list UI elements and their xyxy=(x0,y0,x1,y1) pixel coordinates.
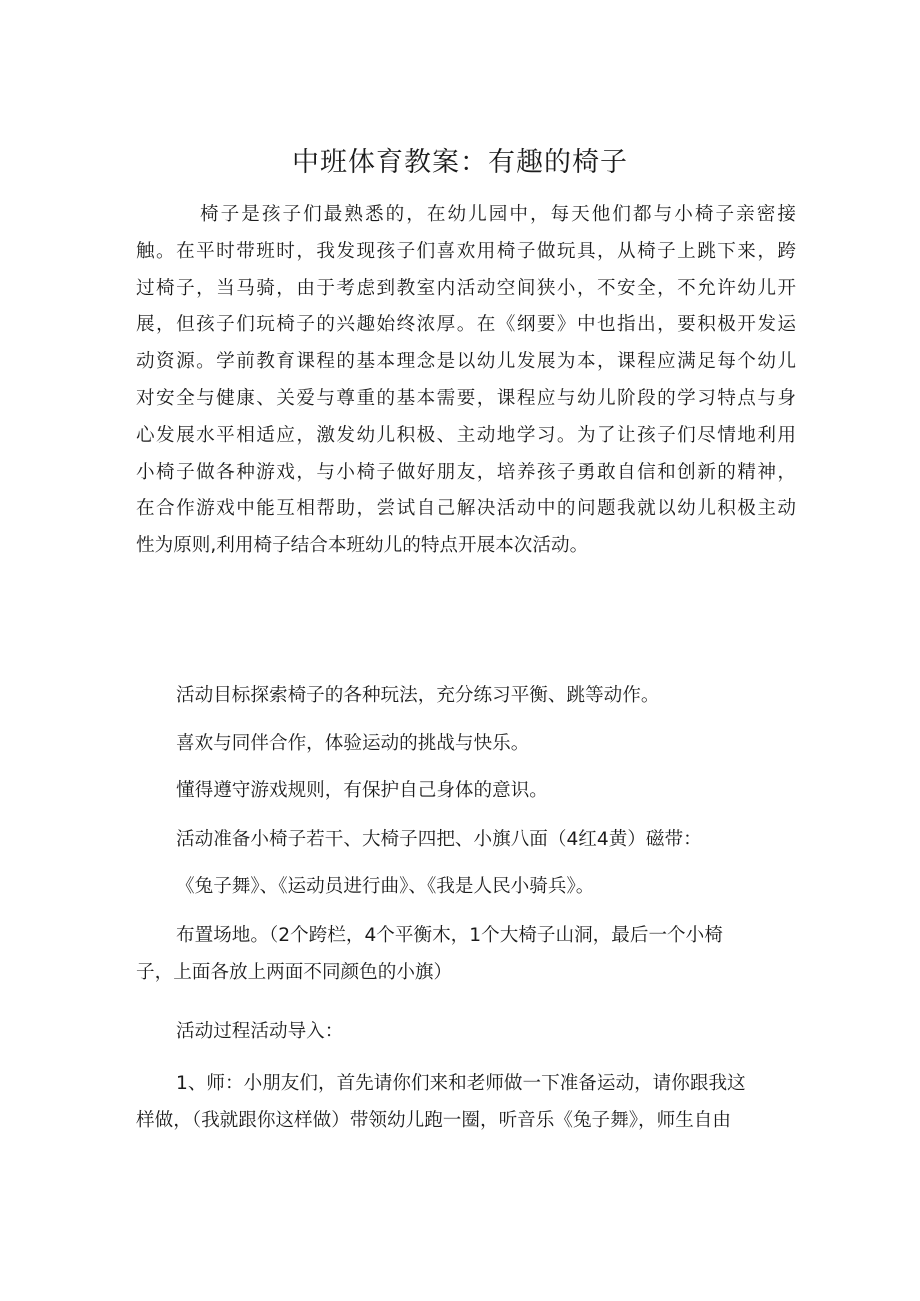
intro-line: 在合作游戏中能互相帮助，尝试自己解决活动中的问题我就以幼儿积极主动 xyxy=(136,498,796,520)
goal-paragraph-1 xyxy=(136,678,836,715)
intro-line: 展，但孩子们玩椅子的兴趣始终浓厚。在《纲要》中也指出，要积极开发运 xyxy=(136,314,796,336)
intro-line: 性为原则,利用椅子结合本班幼儿的特点开展本次活动。 xyxy=(136,535,589,557)
goal-line: 活动目标探索椅子的各种玩法，充分练习平衡、跳等动作。 xyxy=(176,685,660,706)
intro-line: 小椅子做各种游戏，与小椅子做好朋友，培养孩子勇敢自信和创新的精神， xyxy=(136,461,796,483)
goal-line: 懂得遵守游戏规则，有保护自己身体的意识。 xyxy=(176,780,548,801)
process-heading xyxy=(136,1014,836,1051)
intro-line: 椅子是孩子们最熟悉的，在幼儿园中，每天他们都与小椅子亲密接 xyxy=(200,204,796,225)
prep-paragraph-2 xyxy=(136,869,836,906)
goal-line: 喜欢与同伴合作，体验运动的挑战与快乐。 xyxy=(176,733,530,754)
intro-paragraph xyxy=(136,197,796,565)
step1-line: 1、师：小朋友们，首先请你们来和老师做一下准备运动，请你跟我这 xyxy=(176,1073,746,1094)
setup-line: 子，上面各放上两面不同颜色的小旗） xyxy=(136,961,453,983)
page-title: 中班体育教案：有趣的椅子 xyxy=(292,147,628,178)
setup-paragraph xyxy=(136,918,796,992)
prep-paragraph-1 xyxy=(136,822,836,859)
intro-line: 对安全与健康、关爱与尊重的基本需要，课程应与幼儿阶段的学习特点与身 xyxy=(136,387,796,409)
prep-line: 《兔子舞》、《运动员进行曲》、《我是人民小骑兵》。 xyxy=(176,876,595,897)
goal-paragraph-2 xyxy=(136,726,836,763)
intro-line: 动资源。学前教育课程的基本理念是以幼儿发展为本，课程应满足每个幼儿 xyxy=(136,351,796,373)
process-heading-line: 活动过程活动导入： xyxy=(176,1021,344,1042)
step1-line: 样做，（我就跟你这样做）带领幼儿跑一圈，听音乐《兔子舞》，师生自由 xyxy=(136,1109,731,1131)
prep-line: 活动准备小椅子若干、大椅子四把、小旗八面（4红4黄）磁带： xyxy=(176,829,702,850)
intro-line: 心发展水平相适应，激发幼儿积极、主动地学习。为了让孩子们尽情地利用 xyxy=(136,424,796,446)
intro-line: 触。在平时带班时，我发现孩子们喜欢用椅子做玩具，从椅子上跳下来，跨 xyxy=(136,240,796,262)
step1-paragraph xyxy=(136,1066,796,1140)
setup-line: 布置场地。（2个跨栏，4个平衡木，1个大椅子山洞，最后一个小椅 xyxy=(176,925,723,946)
intro-line: 过椅子，当马骑，由于考虑到教室内活动空间狭小，不安全，不允许幼儿开 xyxy=(136,277,796,299)
goal-paragraph-3 xyxy=(136,773,836,810)
